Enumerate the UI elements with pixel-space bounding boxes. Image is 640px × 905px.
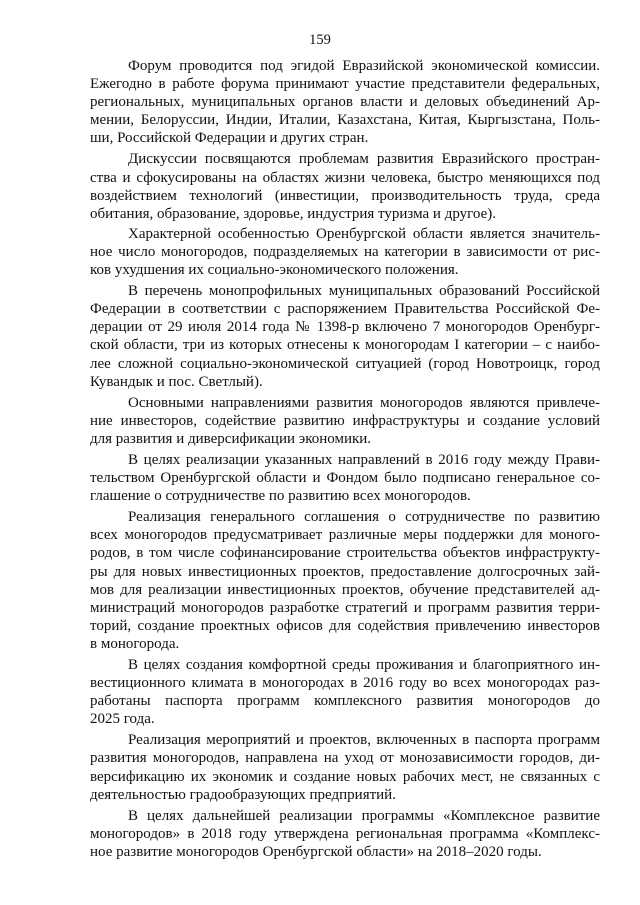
paragraph	[90, 656, 600, 728]
paragraph	[90, 282, 600, 391]
paragraph-line: 2025 года.	[90, 711, 155, 728]
paragraph-line: лее сложной социально-экономической ситуацией (город Новотроицк, город	[90, 355, 600, 372]
paragraph-line: Основными направлениями развития моногородов являются привлече-	[128, 394, 600, 411]
paragraph-line: дерации от 29 июля 2014 года № 1398-р включено 7 моногородов Оренбург-	[90, 319, 600, 336]
paragraph	[90, 731, 600, 803]
paragraph-line: ков ухудшения их социально-экономического положения.	[90, 262, 459, 279]
paragraph-line: обитания, образование, здоровье, индустрия туризма и другое).	[90, 205, 496, 222]
paragraph-line: ное развитие моногородов Оренбургской области» на 2018–2020 годы.	[90, 843, 542, 860]
paragraph	[90, 225, 600, 279]
paragraph-line: В целях дальнейшей реализации программы «Комплексное развитие	[128, 807, 600, 824]
paragraph-line: ши, Российской Федерации и других стран.	[90, 130, 369, 147]
paragraph-line: моногородов» в 2018 году утверждена региональная программа «Комплекс-	[90, 825, 600, 842]
paragraph-line: воздействием технологий (инвестиции, производительность труда, среда	[90, 187, 600, 204]
paragraph-line: вестиционного климата в моногородах в 2016 году во всех моногородах раз-	[90, 675, 600, 692]
paragraph-line: ное число моногородов, подразделяемых на категории в зависимости от рис-	[90, 243, 600, 260]
paragraph-line: Форум проводится под эгидой Евразийской экономической комиссии.	[128, 58, 600, 74]
paragraph	[90, 508, 600, 653]
paragraph-line: Реализация генерального соглашения о сотрудничестве по развитию	[128, 509, 600, 526]
paragraph	[90, 394, 600, 448]
paragraph-line: торий, создание проектных офисов для содействия привлечению инвесторов	[90, 617, 600, 634]
paragraph-line: ры для новых инвестиционных проектов, предоставление долгосрочных зай-	[90, 563, 600, 580]
paragraph-line: Дискуссии посвящаются проблемам развития Евразийского простран-	[128, 151, 600, 168]
page-number: 159	[309, 32, 331, 48]
paragraph-line: всех моногородов предусматривает различные меры поддержки для моного-	[90, 527, 600, 544]
paragraph	[90, 57, 600, 147]
paragraph-line: В перечень монопрофильных муниципальных образований Российской	[128, 283, 600, 300]
paragraph-line: мов для реализации инвестиционных проектов, обучение представителей ад-	[90, 581, 600, 598]
paragraph-line: Характерной особенностью Оренбургской области является значитель-	[128, 225, 600, 242]
paragraph-line: родов, в том числе софинансирование строительства объектов инфраструкту-	[90, 545, 600, 562]
paragraph-line: Реализация мероприятий и проектов, включенных в паспорта программ	[128, 732, 600, 749]
paragraph-line: ства и сфокусированы на областях жизни человека, быстро меняющихся под	[90, 169, 600, 186]
paragraph-line: ской области, три из которых отнесены к моногородам I категории – с наибо-	[90, 337, 600, 354]
paragraph-line: региональных, муниципальных органов власти и деловых объединений Ар-	[90, 94, 600, 111]
paragraph-line: деятельностью градообразующих предприятий.	[90, 786, 396, 803]
paragraph	[90, 807, 600, 861]
paragraph-line: мении, Белоруссии, Индии, Италии, Казахстана, Китая, Кыргызстана, Поль-	[90, 112, 600, 129]
paragraph-line: Кувандык и пос. Светлый).	[90, 373, 263, 390]
paragraph-line: развития моногородов, направлена на уход от монозависимости городов, ди-	[90, 750, 600, 767]
paragraph	[90, 451, 600, 505]
paragraph-line: в моногорода.	[90, 635, 180, 652]
paragraph-line: Федерации в соответствии с распоряжением Правительства Российской Фе-	[90, 301, 600, 318]
paragraph-line: В целях создания комфортной среды проживания и благоприятного ин-	[128, 657, 600, 673]
paragraph-line: работаны паспорта программ комплексного развития моногородов до	[90, 693, 600, 710]
document-body	[90, 57, 600, 861]
paragraph-line: для развития и диверсификации экономики.	[90, 430, 372, 447]
paragraph-line: глашение о сотрудничестве по развитию всех моногородов.	[90, 488, 471, 505]
paragraph-line: тельством Оренбургской области и Фондом было подписано генеральное со-	[90, 470, 600, 487]
paragraph-line: министраций моногородов разработке стратегий и программ развития терри-	[90, 599, 600, 616]
paragraph-line: Ежегодно в работе форума принимают участие представители федеральных,	[90, 76, 600, 93]
paragraph	[90, 150, 600, 222]
paragraph-line: версификацию их экономик и создание новых рабочих мест, не связанных с	[90, 768, 600, 785]
paragraph-line: ние инвесторов, содействие развитию инфраструктуры и создание условий	[90, 412, 600, 429]
paragraph-line: В целях реализации указанных направлений в 2016 году между Прави-	[128, 451, 600, 468]
